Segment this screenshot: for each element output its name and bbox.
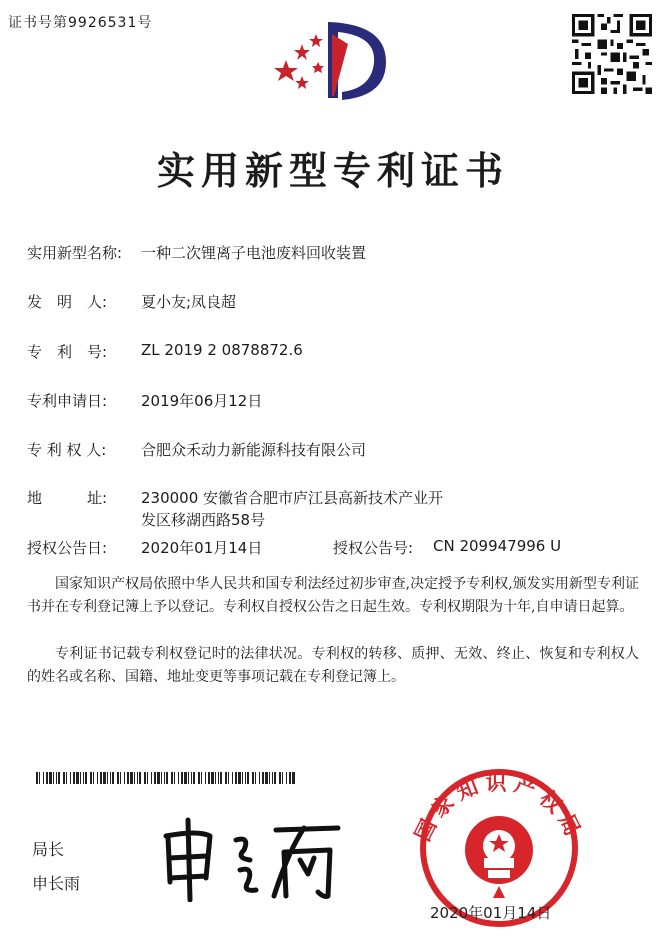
certificate-number: 证书号第9926531号: [8, 15, 153, 31]
field-label: 专 利 权 人:: [27, 441, 107, 459]
field-value: 合肥众禾动力新能源科技有限公司: [141, 441, 367, 459]
field-grant-announcement-number: [333, 537, 643, 558]
cnipa-logo-icon: [268, 14, 392, 106]
field-value: 230000 安徽省合肥市庐江县高新技术产业开发区移湖西路58号: [141, 489, 444, 529]
qr-code-icon: [572, 14, 652, 94]
field-inventors: [27, 291, 639, 312]
field-label: 发 明 人:: [27, 293, 108, 311]
field-patentee: [27, 439, 639, 460]
field-patent-number: [27, 341, 639, 362]
field-value: 夏小友;凤良超: [141, 293, 237, 311]
field-label: 专 利 号:: [27, 343, 108, 361]
signer-name: 申长雨: [32, 874, 81, 893]
field-value: 一种二次锂离子电池废料回收装置: [141, 244, 367, 262]
field-label: 实用新型名称:: [27, 244, 123, 262]
body-paragraph: 国家知识产权局依照中华人民共和国专利法经过初步审查,决定授予专利权,颁发实用新型专利证书并在专利登记簿上予以登记。专利权自授权公告之日起生效。专利权期限为十年,自申请日起算。: [27, 576, 639, 615]
field-label: 专利申请日:: [27, 392, 108, 410]
svg-text:国家知识产权局: 国家知识产权局: [410, 771, 588, 846]
field-grant-announcement-date: [27, 537, 327, 558]
field-label: 地 址:: [27, 489, 108, 507]
certificate-title: 实用新型专利证书: [156, 148, 509, 193]
field-utility-model-name: [27, 242, 639, 263]
field-label: 授权公告日:: [27, 539, 108, 557]
barcode-icon: [36, 772, 296, 784]
field-label: 授权公告号:: [333, 539, 414, 557]
field-value: ZL 2019 2 0878872.6: [141, 341, 303, 359]
field-address: [27, 487, 457, 531]
field-value: 2020年01月14日: [141, 539, 263, 557]
field-value: CN 209947996 U: [433, 537, 562, 555]
field-application-date: [27, 390, 639, 411]
signer-title: 局长: [32, 840, 65, 859]
body-paragraph: 专利证书记载专利权登记时的法律状况。专利权的转移、质押、无效、终止、恢复和专利权人的姓名或名称、国籍、地址变更等事项记载在专利登记簿上。: [27, 646, 639, 685]
handwritten-signature: [158, 812, 348, 902]
field-value: 2019年06月12日: [141, 392, 263, 410]
issue-date: 2020年01月14日: [430, 904, 552, 922]
